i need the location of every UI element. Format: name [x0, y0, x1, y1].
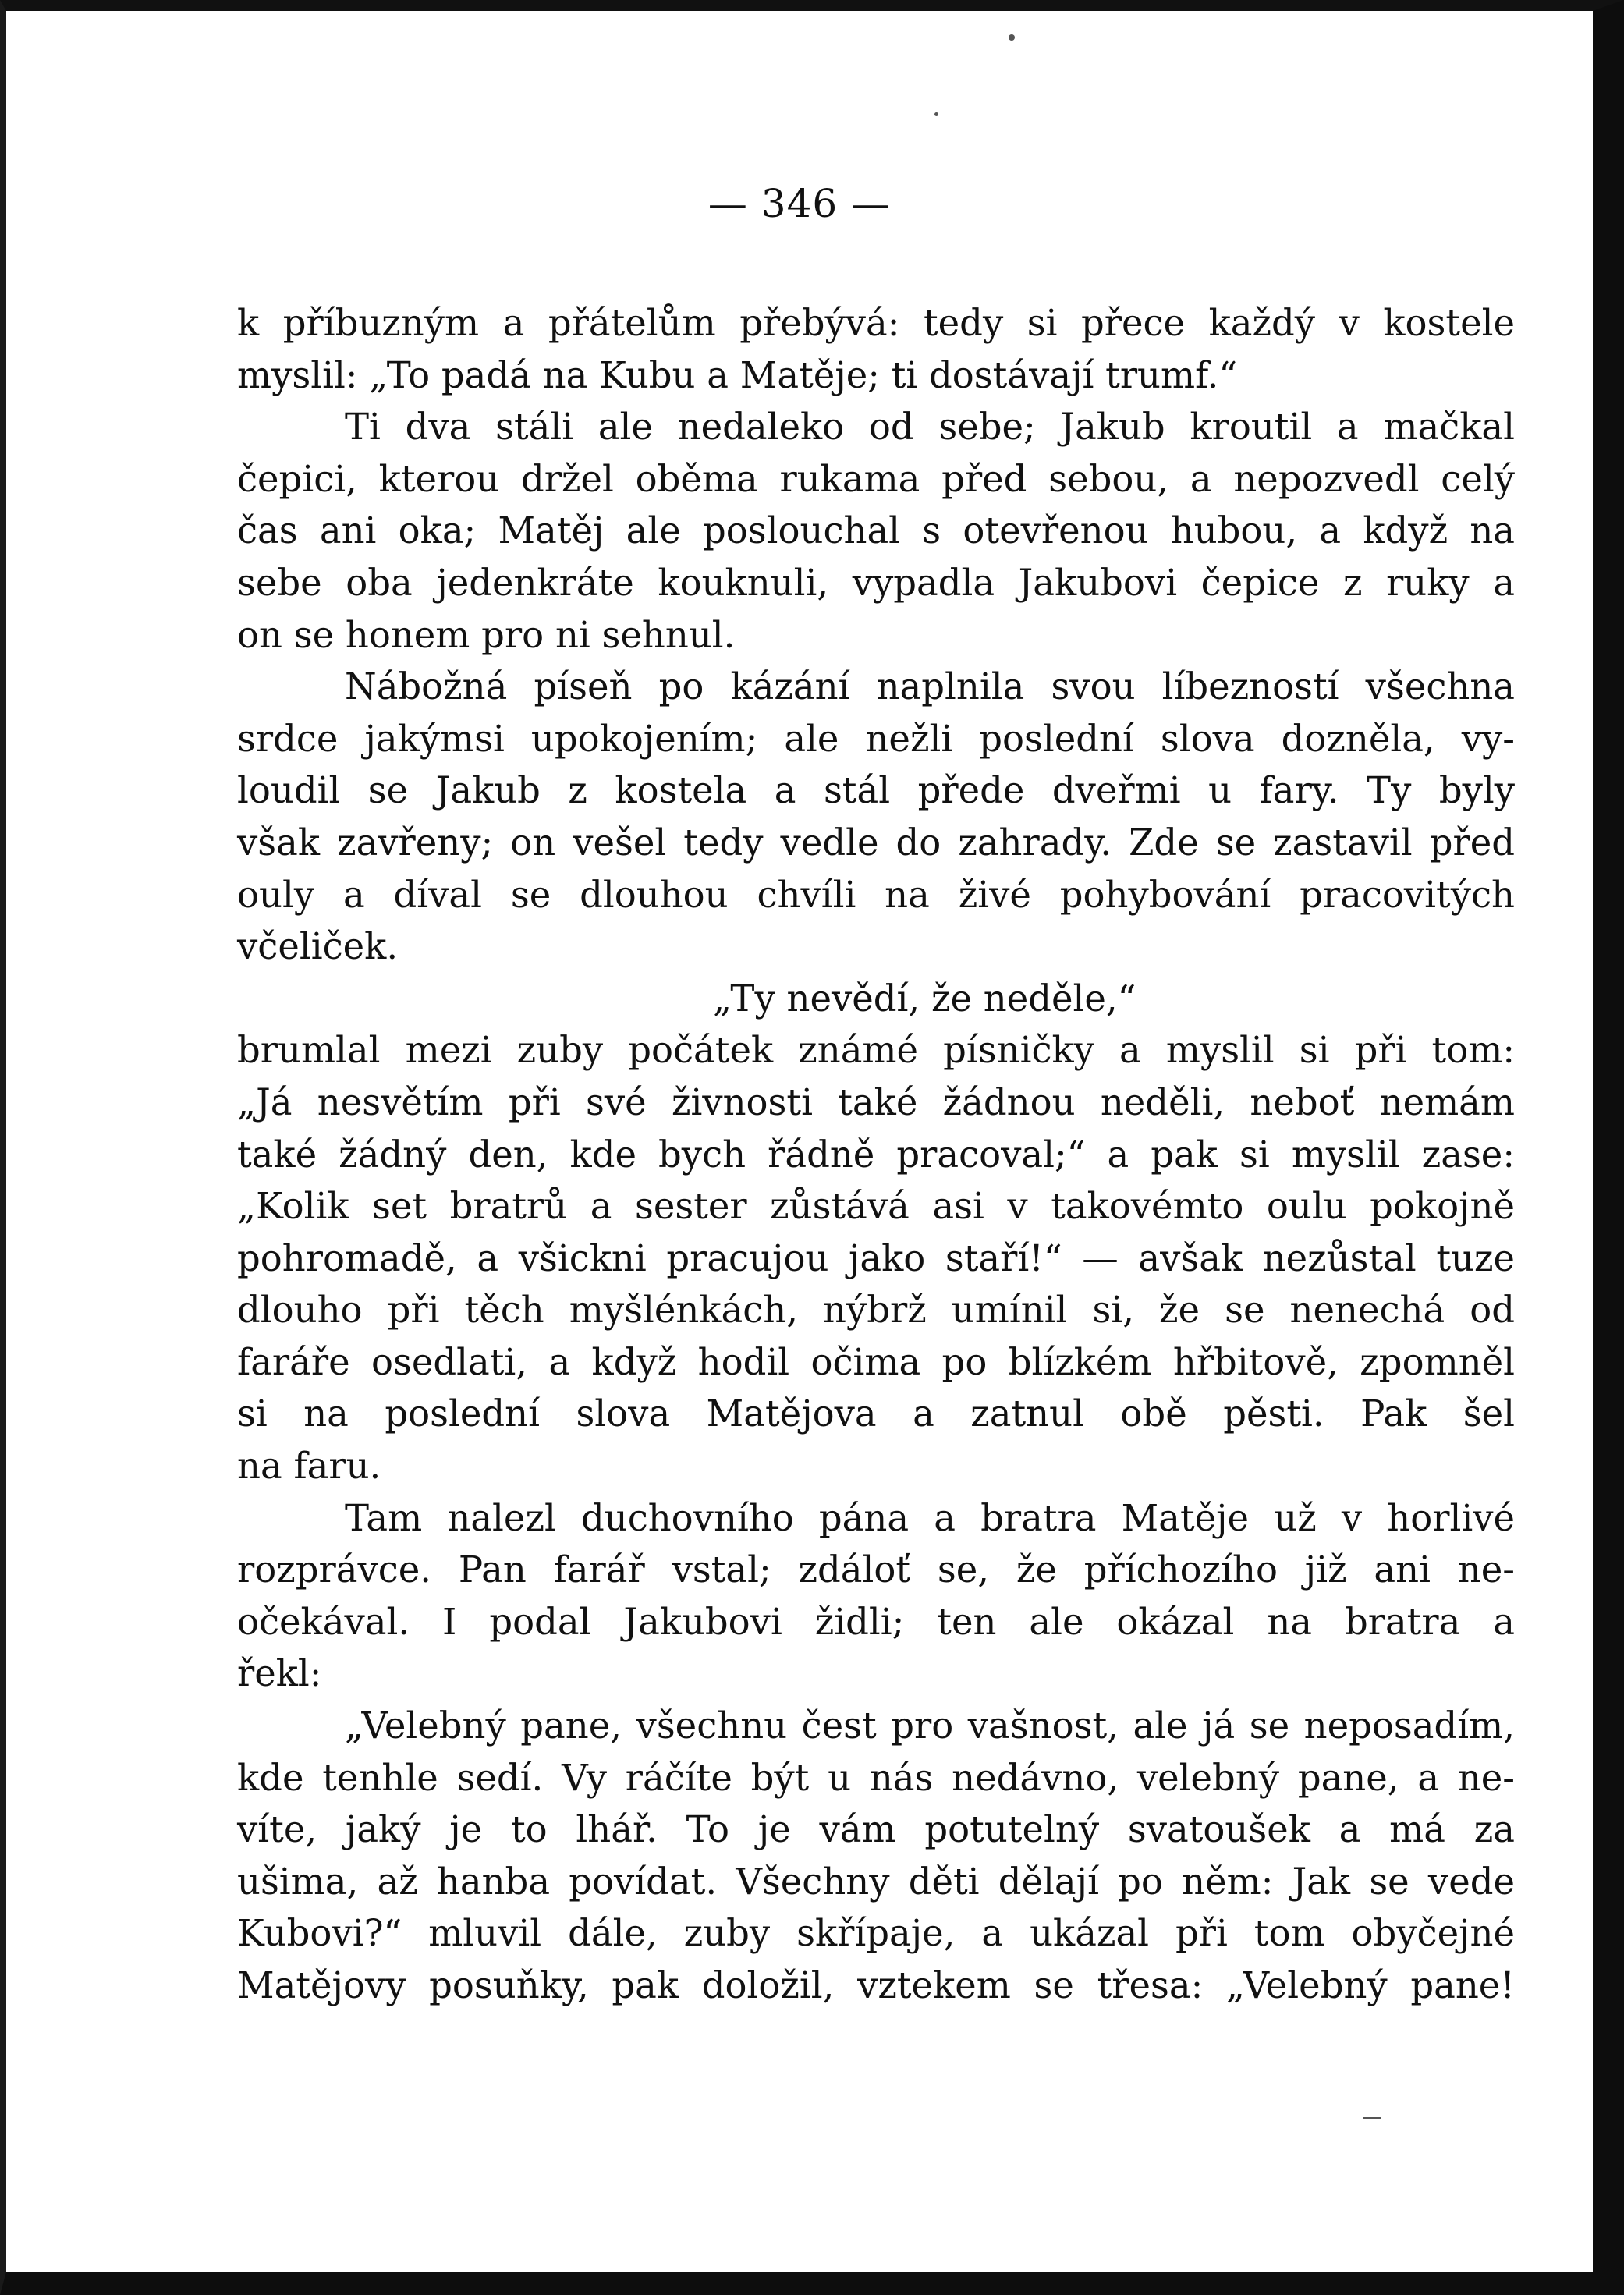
- text-line: rozprávce. Pan farář vstal; zdáloť se, že příchozího již ani ne-: [237, 1548, 1515, 1591]
- text-line: sebe oba jedenkráte kouknuli, vypadla Jakubovi čepice z ruky a: [237, 561, 1515, 604]
- text-line: loudil se Jakub z kostela a stál přede dveřmi u fary. Ty byly: [237, 769, 1515, 812]
- text-line: ouly a díval se dlouhou chvíli na živé pohybování pracovitých: [237, 873, 1515, 916]
- text-line: včeliček.: [237, 925, 399, 968]
- text-line: dlouho při těch myšlénkách, nýbrž umínil si, že se nenechá od: [237, 1289, 1515, 1332]
- page-number: — 346 —: [707, 181, 892, 226]
- text-line: čepici, kterou držel oběma rukama před sebou, a nepozvedl celý: [237, 457, 1515, 500]
- text-line: víte, jaký je to lhář. To je vám potutelný svatoušek a má za: [237, 1808, 1515, 1851]
- text-line: čas ani oka; Matěj ale poslouchal s otevřenou hubou, a když na: [237, 509, 1515, 552]
- scan-speck: [934, 112, 938, 116]
- text-line: brumlal mezi zuby počátek známé písničky a myslil si při tom:: [237, 1029, 1515, 1072]
- text-line: však zavřeny; on vešel tedy vedle do zahrady. Zde se zastavil před: [237, 821, 1515, 864]
- text-line: také žádný den, kde bych řádně pracoval;“ a pak si myslil zase:: [237, 1133, 1515, 1176]
- scan-speck: [1363, 2117, 1381, 2119]
- body-text: [237, 297, 1515, 2012]
- text-line: faráře osedlati, a když hodil očima po blízkém hřbitově, zpomněl: [237, 1340, 1515, 1383]
- text-line: Kubovi?“ mluvil dále, zuby skřípaje, a ukázal při tom obyčejné: [237, 1912, 1515, 1955]
- text-line: myslil: „To padá na Kubu a Matěje; ti dostávají trumf.“: [237, 353, 1238, 396]
- text-line: Nábožná píseň po kázání naplnila svou líbezností všechna: [345, 665, 1515, 708]
- text-line: Tam nalezl duchovního pána a bratra Matěje už v horlivé: [345, 1496, 1515, 1539]
- text-line: Ti dva stáli ale nedaleko od sebe; Jakub kroutil a mačkal: [345, 406, 1515, 449]
- text-line: ušima, až hanba povídat. Všechny děti dělají po něm: Jak se vede: [237, 1860, 1515, 1903]
- text-line: očekával. I podal Jakubovi židli; ten ale okázal na bratra a: [237, 1600, 1515, 1643]
- text-line: řekl:: [237, 1652, 322, 1695]
- text-line: „Ty nevědí, že neděle,“: [713, 977, 1136, 1020]
- scan-speck: [1009, 34, 1015, 41]
- text-line: on se honem pro ni sehnul.: [237, 613, 736, 656]
- text-line: na faru.: [237, 1445, 381, 1488]
- text-line: „Já nesvětím při své živnosti také žádnou neděli, neboť nemám: [237, 1080, 1515, 1123]
- text-line: k příbuzným a přátelům přebývá: tedy si přece každý v kostele: [237, 302, 1515, 344]
- text-line: Matějovy posuňky, pak doložil, vztekem se třesa: „Velebný pane!: [237, 1964, 1515, 2006]
- text-line: pohromadě, a všickni pracujou jako staří!“ — avšak nezůstal tuze: [237, 1236, 1515, 1279]
- text-line: kde tenhle sedí. Vy ráčíte být u nás nedávno, velebný pane, a ne-: [237, 1756, 1515, 1799]
- text-line: „Kolik set bratrů a sester zůstává asi v takovémto oulu pokojně: [237, 1185, 1515, 1228]
- text-line: srdce jakýmsi upokojením; ale nežli poslední slova dozněla, vy-: [237, 717, 1515, 760]
- text-line: si na poslední slova Matějova a zatnul obě pěsti. Pak šel: [237, 1392, 1515, 1435]
- text-line: „Velebný pane, všechnu čest pro vašnost, ale já se neposadím,: [345, 1704, 1515, 1747]
